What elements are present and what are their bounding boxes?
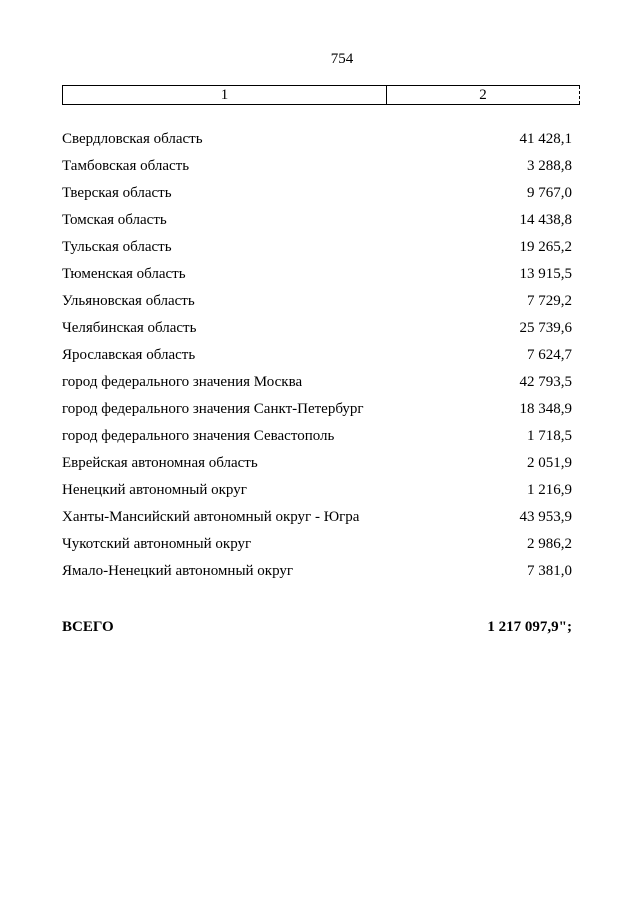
table-row (62, 184, 572, 211)
region-name: Свердловская область (62, 131, 203, 147)
table-row (62, 211, 572, 238)
region-value: 25 739,6 (519, 320, 572, 336)
column-header-1: 1 (63, 86, 387, 105)
table-row (62, 481, 572, 508)
region-name: Ханты-Мансийский автономный округ - Югра (62, 509, 360, 525)
table-row (62, 535, 572, 562)
region-value: 43 953,9 (519, 509, 572, 525)
table-row (62, 508, 572, 535)
region-value: 3 288,8 (527, 158, 572, 174)
region-value: 9 767,0 (527, 185, 572, 201)
table-row (62, 373, 572, 400)
table-row (62, 427, 572, 454)
region-name: Тамбовская область (62, 158, 190, 174)
region-name: Томская область (62, 212, 167, 228)
region-value: 19 265,2 (519, 239, 572, 255)
table-row (62, 130, 572, 157)
region-value: 18 348,9 (519, 401, 572, 417)
region-value: 42 793,5 (519, 374, 572, 390)
region-value: 2 051,9 (527, 455, 572, 471)
total-value: 1 217 097,9"; (487, 619, 572, 635)
total-row (62, 618, 572, 636)
table-row (62, 454, 572, 481)
region-name: город федерального значения Санкт-Петербург (62, 401, 364, 417)
column-header-row (63, 86, 580, 105)
column-header-table (62, 85, 580, 105)
region-name: Ямало-Ненецкий автономный округ (62, 563, 294, 579)
region-name: Ульяновская область (62, 293, 195, 309)
region-value: 7 729,2 (527, 293, 572, 309)
table-row (62, 157, 572, 184)
region-name: Чукотский автономный округ (62, 536, 252, 552)
total-label: ВСЕГО (62, 619, 114, 635)
table-row (62, 292, 572, 319)
region-name: Челябинская область (62, 320, 197, 336)
table-row (62, 319, 572, 346)
table-row (62, 400, 572, 427)
region-value: 7 381,0 (527, 563, 572, 579)
region-name: Ярославская область (62, 347, 196, 363)
region-name: Тюменская область (62, 266, 186, 282)
region-list (62, 130, 572, 589)
region-value: 1 718,5 (527, 428, 572, 444)
table-row (62, 238, 572, 265)
region-name: Еврейская автономная область (62, 455, 258, 471)
region-name: Тверская область (62, 185, 172, 201)
column-header-2: 2 (387, 86, 580, 105)
region-name: Ненецкий автономный округ (62, 482, 247, 498)
region-name: Тульская область (62, 239, 172, 255)
table-row (62, 562, 572, 589)
region-name: город федерального значения Москва (62, 374, 303, 390)
region-value: 41 428,1 (519, 131, 572, 147)
page-number: 754 (330, 51, 354, 67)
region-value: 14 438,8 (519, 212, 572, 228)
region-value: 2 986,2 (527, 536, 572, 552)
region-name: город федерального значения Севастополь (62, 428, 335, 444)
region-value: 1 216,9 (527, 482, 572, 498)
region-value: 13 915,5 (519, 266, 572, 282)
region-value: 7 624,7 (527, 347, 572, 363)
table-row (62, 346, 572, 373)
table-row (62, 265, 572, 292)
